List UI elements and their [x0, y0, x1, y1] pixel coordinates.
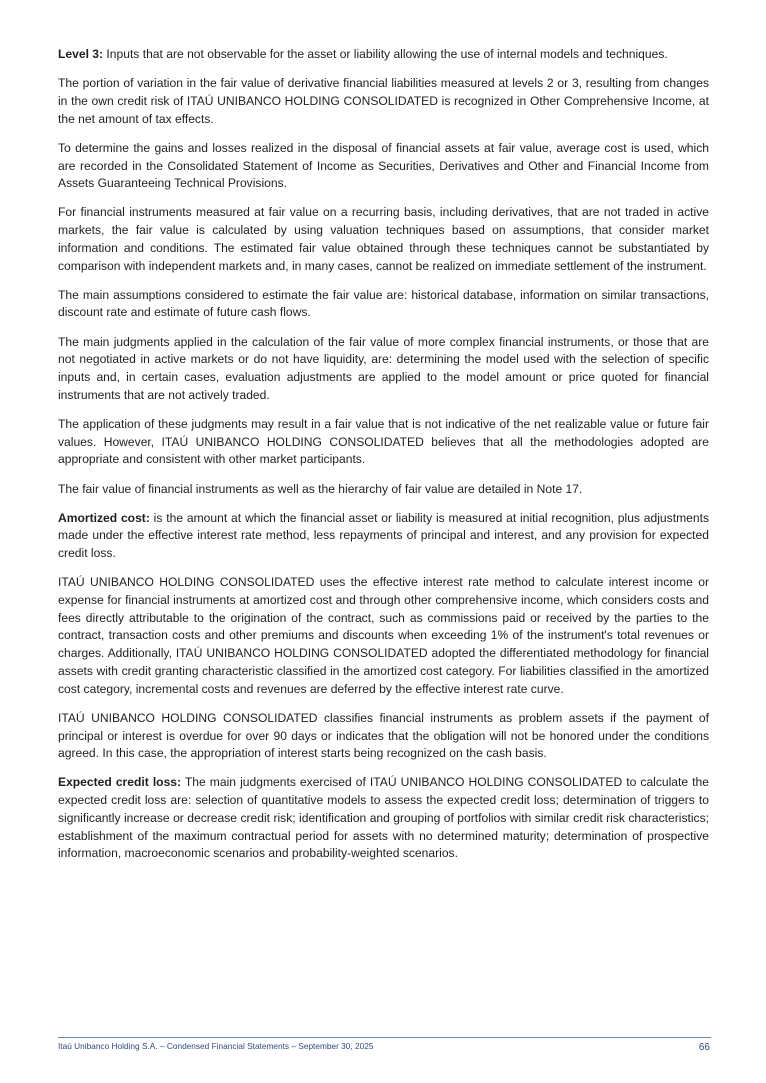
paragraph-main-judgments	[58, 334, 709, 405]
paragraph-text: To determine the gains and losses realized in the disposal of financial assets at fair value, average cost is used, which are recorded in the Consolidated Statement of Income as Securities, Derivatives and Other and Financial Income from Assets Guaranteeing Technical Provisions.	[58, 140, 709, 191]
paragraph-text: ITAÚ UNIBANCO HOLDING CONSOLIDATED uses the effective interest rate method to calculate interest income or expense for financial instruments at amortized cost and through other comprehensive income, which considers costs and fees directly attributable to the origination of the contract, such as commissions paid or received by the parties to the contract, transaction costs and other premiums and discounts when exceeding 1% of the instrument's total revenues or charges. Additionally, ITAÚ UNIBANCO HOLDING CONSOLIDATED adopted the differentiated methodology for financial assets with credit granting characteristic classified in the amortized cost category. For liabilities classified in the amortized cost category, incremental costs and revenues are deferred by the effective interest rate curve.	[58, 575, 709, 696]
paragraph-lead: Amortized cost:	[58, 510, 150, 525]
paragraph-text: The main judgments exercised of ITAÚ UNIBANCO HOLDING CONSOLIDATED to calculate the expected credit loss are: selection of quantitative models to assess the expected credit loss; determination of triggers to significantly increase or decrease credit risk; identification and grouping of portfolios with similar credit risk characteristics; establishment of the maximum contractual period for assets with no determined maturity; determination of prospective information, macroeconomic scenarios and probability-weighted scenarios.	[58, 775, 709, 861]
footer-divider	[58, 1037, 711, 1038]
paragraph-text: The main assumptions considered to estimate the fair value are: historical database, information on similar transactions, discount rate and estimate of future cash flows.	[58, 287, 709, 320]
paragraph-text: The main judgments applied in the calculation of the fair value of more complex financial instruments, or those that are not negotiated in active markets or do not have liquidity, are: determining the model used with the selection of specific inputs and, in certain cases, evaluation adjustments are applied to the model amount or price quoted for financial instruments that are not actively traded.	[58, 334, 709, 402]
paragraph-effective-interest	[58, 574, 709, 698]
paragraph-valuation-techniques	[58, 204, 709, 275]
paragraph-problem-assets	[58, 710, 709, 763]
document-body	[58, 46, 709, 874]
page-number: 66	[698, 1042, 710, 1053]
paragraph-text: For financial instruments measured at fair value on a recurring basis, including derivatives, that are not traded in active markets, the fair value is calculated by using valuation techniques based on assumptions, that consider market information and conditions. The estimated fair value obtained through these techniques cannot be substantiated by comparison with independent markets and, in many cases, cannot be realized on immediate settlement of the instrument.	[58, 205, 709, 273]
paragraph-text: is the amount at which the financial asset or liability is measured at initial recognition, plus adjustments made under the effective interest rate method, less repayments of principal and interest, and any provision for expected credit loss.	[58, 510, 710, 561]
paragraph-gains-losses	[58, 140, 709, 193]
paragraph-level-3	[58, 46, 709, 64]
paragraph-own-credit-risk	[58, 75, 709, 128]
paragraph-text: ITAÚ UNIBANCO HOLDING CONSOLIDATED classifies financial instruments as problem assets if the payment of principal or interest is overdue for over 90 days or indicates that the obligation will not be honored under the conditions agreed. In this case, the appropriation of interest starts being recognized on the cash basis.	[58, 710, 709, 761]
paragraph-main-assumptions	[58, 287, 709, 322]
paragraph-text: The application of these judgments may result in a fair value that is not indicative of the net realizable value or future fair values. However, ITAÚ UNIBANCO HOLDING CONSOLIDATED believes that all the methodologies adopted are appropriate and consistent with other market participants.	[58, 416, 709, 467]
paragraph-amortized-cost	[58, 510, 709, 563]
footer-document-title: Itaú Unibanco Holding S.A. – Condensed Financial Statements – September 30, 2025	[58, 1041, 374, 1051]
paragraph-text: Inputs that are not observable for the asset or liability allowing the use of internal models and techniques.	[103, 47, 668, 61]
paragraph-lead: Level 3:	[58, 47, 104, 61]
paragraph-text: The fair value of financial instruments as well as the hierarchy of fair value are detailed in Note 17.	[58, 481, 583, 496]
paragraph-expected-credit-loss	[58, 774, 709, 863]
paragraph-fair-value-note	[58, 481, 709, 499]
paragraph-text: The portion of variation in the fair value of derivative financial liabilities measured at levels 2 or 3, resulting from changes in the own credit risk of ITAÚ UNIBANCO HOLDING CONSOLIDATED is recognized in Other Comprehensive Income, at the net amount of tax effects.	[58, 76, 709, 126]
paragraph-lead: Expected credit loss:	[58, 775, 182, 790]
paragraph-application-judgments	[58, 416, 709, 469]
